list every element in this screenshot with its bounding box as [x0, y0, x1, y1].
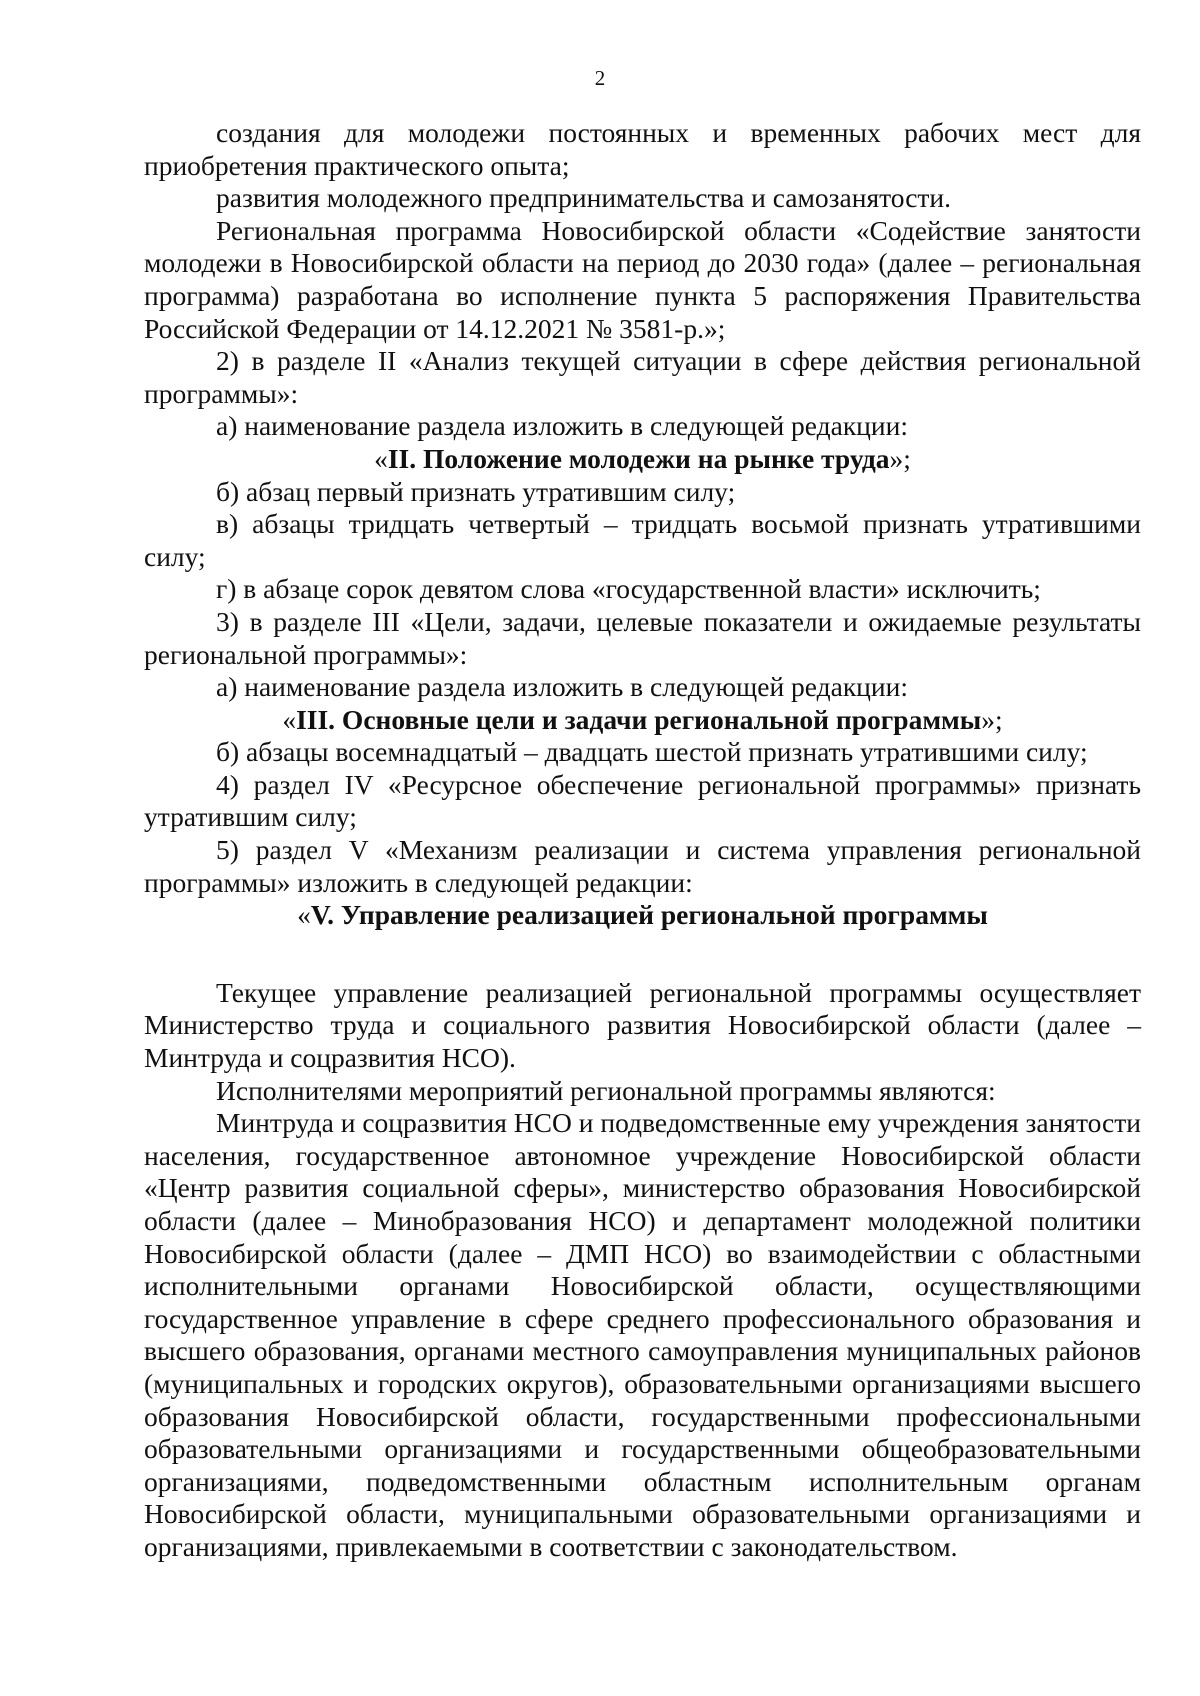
- paragraph: б) абзац первый признать утратившим силу;: [216, 475, 736, 507]
- paragraph: Минтруда и соцразвития НСО и подведомственные ему учреждения занятости населения, государственное автономное учреждение Новосибирской области «Центр развития социальной сферы», министерство образования Новосибирской области (далее – Минобразования НСО) и департамент молодежной политики Новосибирской области (далее – ДМП НСО) во взаимодействии с областными исполнительными органами Новосибирской области, осуществляющими государственное управление в сфере среднего профессионального образования и высшего образования, органами местного самоуправления муниципальных районов (муниципальных и городских округов), образовательными организациями высшего образования Новосибирской области, государственными профессиональными образовательными организациями и государственными общеобразовательными организациями, подведомственными областным исполнительным органам Новосибирской области, муниципальными образовательными организациями и организациями, привлекаемыми в соответствии с законодательством.: [144, 1107, 1141, 1562]
- heading-open-quote: «: [282, 703, 297, 735]
- paragraph: 2) в разделе II «Анализ текущей ситуации в сфере действия региональной программы»:: [144, 345, 1141, 409]
- section-heading-v: [144, 899, 1141, 932]
- paragraph: а) наименование раздела изложить в следующей редакции:: [216, 410, 908, 442]
- section-heading-iii: [144, 704, 1141, 737]
- section-heading-ii: [144, 443, 1141, 476]
- heading-text: II. Положение молодежи на рынке труда: [387, 442, 890, 474]
- heading-open-quote: «: [374, 442, 388, 474]
- paragraph: Текущее управление реализацией региональной программы осуществляет Министерство труда и социального развития Новосибирской области (далее – Минтруда и соцразвития НСО).: [144, 976, 1141, 1074]
- page-number: 2: [594, 66, 606, 90]
- heading-text: III. Основные цели и задачи региональной программы: [296, 703, 982, 735]
- paragraph: Региональная программа Новосибирской области «Содействие занятости молодежи в Новосибирской области на период до 2030 года» (далее – региональная программа) разработана во исполнение пункта 5 распоряжения Правительства Российской Федерации от 14.12.2021 № 3581-р.»;: [144, 214, 1141, 344]
- heading-open-quote: «: [297, 899, 311, 931]
- paragraph: в) абзацы тридцать четвертый – тридцать восьмой признать утратившими силу;: [144, 508, 1141, 572]
- paragraph: Исполнителями мероприятий региональной программы являются:: [216, 1074, 996, 1106]
- paragraph: 5) раздел V «Механизм реализации и система управления региональной программы» изложить в следующей редакции:: [144, 834, 1141, 898]
- paragraph: 3) в разделе III «Цели, задачи, целевые показатели и ожидаемые результаты региональной программы»:: [144, 605, 1141, 670]
- paragraph: а) наименование раздела изложить в следующей редакции:: [216, 671, 908, 703]
- paragraph: создания для молодежи постоянных и временных рабочих мест для приобретения практического опыта;: [144, 117, 1141, 181]
- heading-text: V. Управление реализацией региональной программы: [310, 899, 988, 931]
- paragraph: б) абзацы восемнадцатый – двадцать шестой признать утратившими силу;: [216, 736, 1088, 768]
- heading-close-quote: »;: [981, 703, 1003, 735]
- document-body: [144, 117, 1141, 1564]
- paragraph: г) в абзаце сорок девятом слова «государственной власти» исключить;: [216, 573, 1041, 605]
- section-spacer: [144, 932, 1141, 977]
- paragraph: 4) раздел IV «Ресурсное обеспечение региональной программы» признать утратившим силу;: [144, 768, 1141, 833]
- paragraph: развития молодежного предпринимательства и самозанятости.: [216, 182, 952, 214]
- heading-close-quote: »;: [889, 442, 911, 474]
